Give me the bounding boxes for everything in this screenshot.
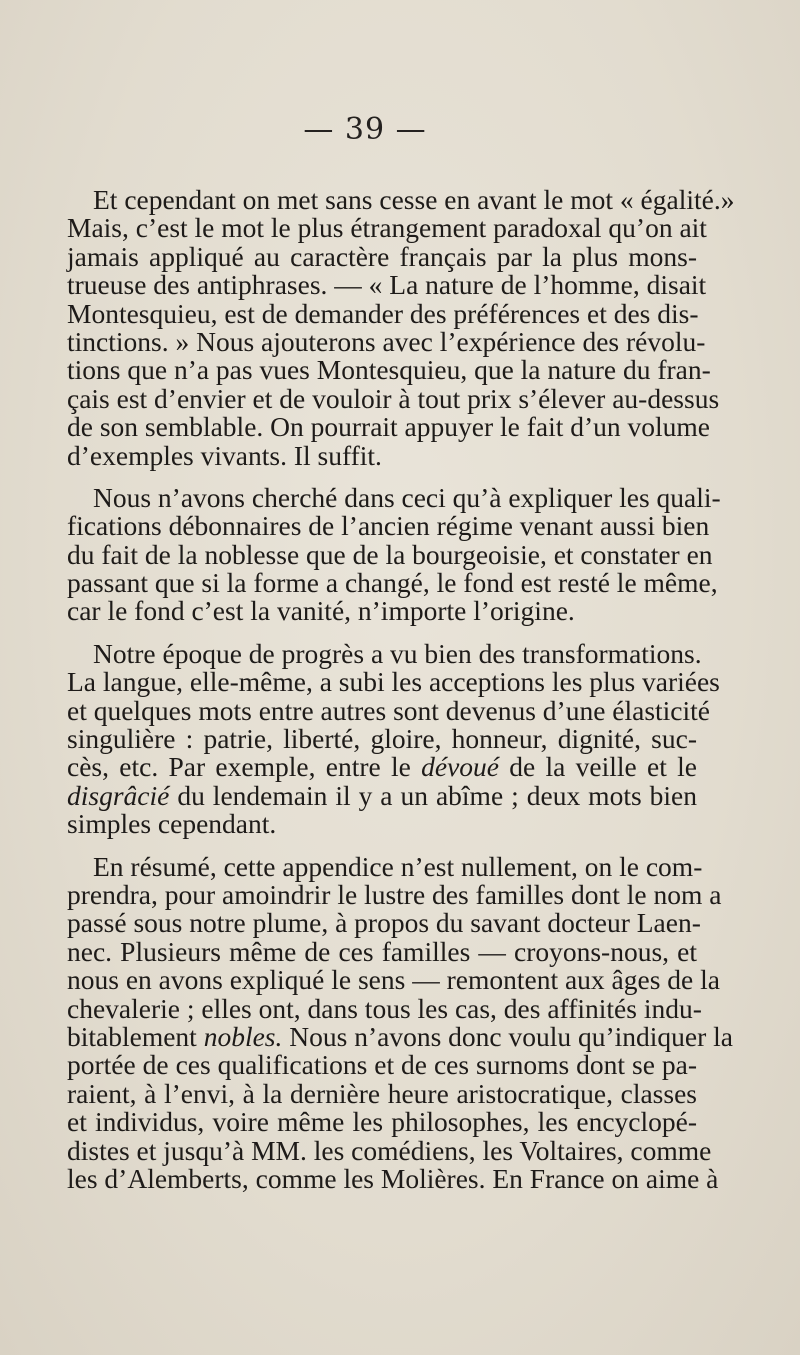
text-line: cès, etc. Par exemple, entre le dévoué de la veille et le <box>67 751 698 783</box>
text-line: car le fond c’est la vanité, n’importe l’origine. <box>67 595 575 627</box>
text-line: chevalerie ; elles ont, dans tous les cas, des affinités indu- <box>67 992 702 1024</box>
text-line: En résumé, cette appendice n’est nullement, on le com- <box>93 850 703 882</box>
italic-word: nobles. <box>203 1020 283 1052</box>
text-line: jamais appliqué au caractère français par la plus mons- <box>67 240 697 272</box>
text-line: de son semblable. On pourrait appuyer le fait d’un volume <box>67 411 711 443</box>
paragraph-4 <box>67 850 734 1194</box>
text-line: et quelques mots entre autres sont devenus d’une élasticité <box>67 694 711 726</box>
text-line: tinctions. » Nous ajouterons avec l’expérience des révolu- <box>67 325 706 357</box>
paragraph-2 <box>67 481 721 627</box>
text-line: La langue, elle-même, a subi les acceptions les plus variées <box>67 666 720 698</box>
text-line: passé sous notre plume, à propos du savant docteur Laen- <box>67 907 701 939</box>
text-line: Et cependant on met sans cesse en avant le mot « égalité.» <box>93 184 735 215</box>
text-line: simples cependant. <box>67 808 277 840</box>
text-line: Notre époque de progrès a vu bien des transformations. <box>93 637 702 669</box>
text-line: singulière : patrie, liberté, gloire, honneur, dignité, suc- <box>67 723 697 755</box>
text-line: bitablement nobles. Nous n’avons donc voulu qu’indiquer la <box>67 1020 734 1052</box>
text-line: disgrâcié du lendemain il y a un abîme ; deux mots bien <box>67 779 697 811</box>
text-line: Montesquieu, est de demander des préférences et des dis- <box>67 297 699 329</box>
text-line: tions que n’a pas vues Montesquieu, que la nature du fran- <box>67 354 711 386</box>
text-line: et individus, voire même les philosophes, les encyclopé- <box>67 1106 697 1138</box>
text-line: raient, à l’envi, à la dernière heure aristocratique, classes <box>67 1077 697 1109</box>
text-line: trueuse des antiphrases. — « La nature de l’homme, disait <box>67 269 707 301</box>
body-text <box>67 184 735 1194</box>
paragraph-3 <box>67 637 720 840</box>
text-line: nec. Plusieurs même de ces familles — croyons-nous, et <box>67 935 697 967</box>
text-line: les d’Alemberts, comme les Molières. En France on aime à <box>67 1162 719 1194</box>
text-line: du fait de la noblesse que de la bourgeoisie, et constater en <box>67 538 713 570</box>
text-line: passant que si la forme a changé, le fond est resté le même, <box>67 567 718 599</box>
text-line: fications débonnaires de l’ancien régime venant aussi bien <box>67 510 710 542</box>
text-line: çais est d’envier et de vouloir à tout prix s’élever au-dessus <box>67 382 720 414</box>
text-line: Mais, c’est le mot le plus étrangement paradoxal qu’on ait <box>67 212 707 244</box>
paragraph-1 <box>67 184 735 471</box>
text-line: d’exemples vivants. Il suffit. <box>67 439 382 471</box>
italic-word: disgrâcié <box>67 779 170 811</box>
text-line: Nous n’avons cherché dans ceci qu’à expliquer les quali- <box>93 481 721 513</box>
text-line: prendra, pour amoindrir le lustre des familles dont le nom a <box>67 878 722 910</box>
italic-word: dévoué <box>421 751 499 783</box>
page-number: — 39 — <box>303 112 427 147</box>
text-line: nous en avons expliqué le sens — remontent aux âges de la <box>67 964 720 996</box>
text-line: portée de ces qualifications et de ces surnoms dont se pa- <box>67 1049 697 1081</box>
text-line: distes et jusqu’à MM. les comédiens, les Voltaires, comme <box>67 1134 712 1166</box>
